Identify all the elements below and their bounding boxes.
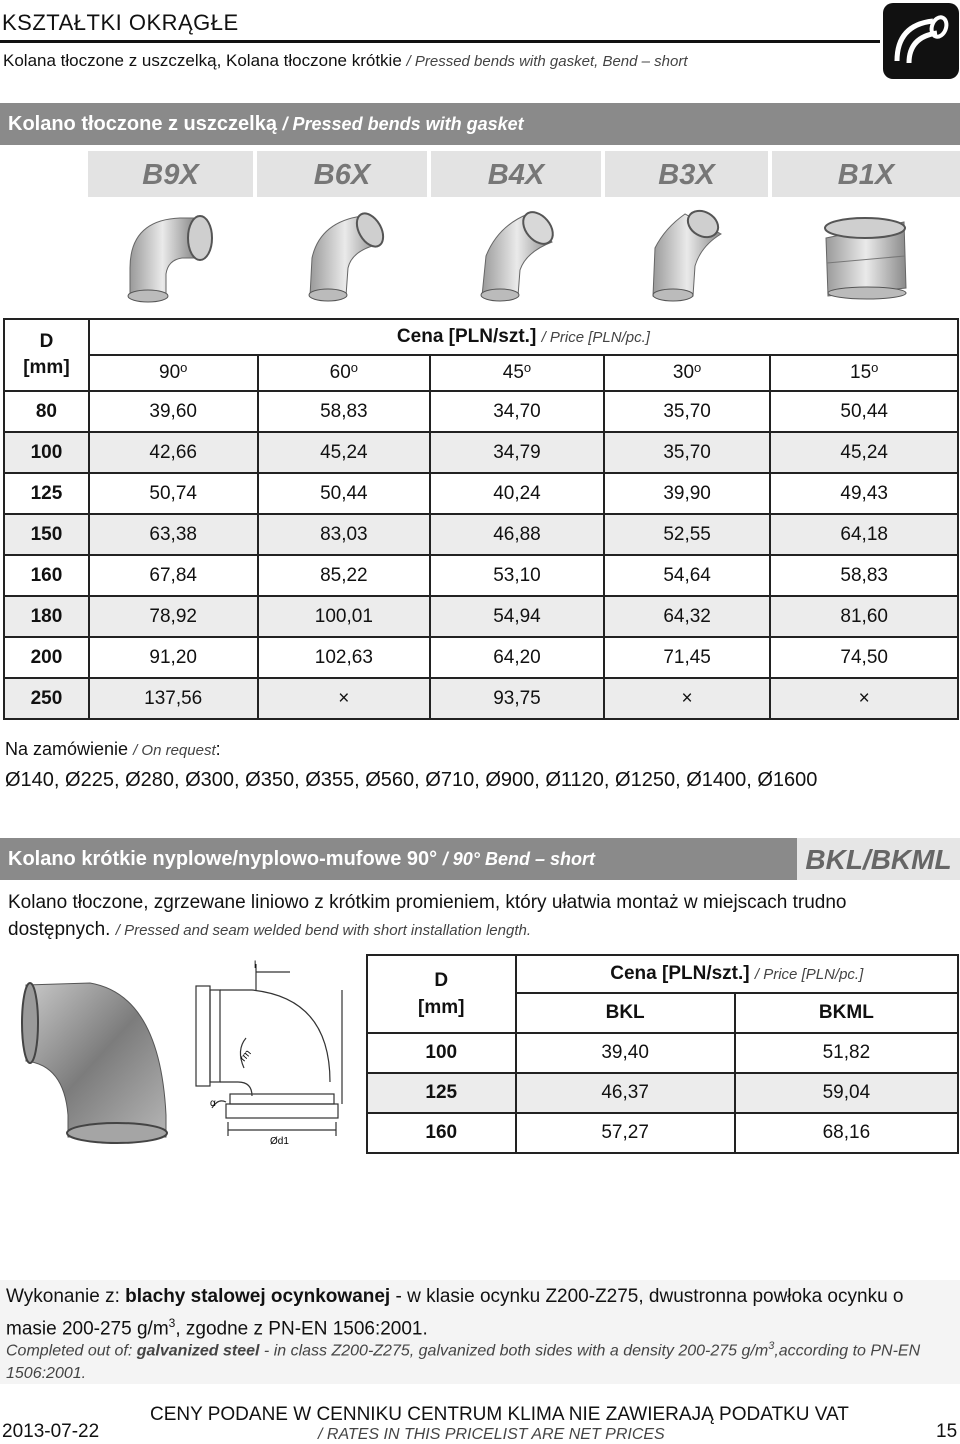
price-cell: 46,88 [430, 514, 604, 555]
price-cell: 45,24 [258, 432, 431, 473]
short-bend-price-table [366, 954, 959, 1154]
bend-45-image [472, 208, 562, 303]
subtitle-en: / Pressed bends with gasket, Bend – short [406, 53, 688, 70]
price-cell: 63,38 [89, 514, 258, 555]
section2-title-en: / 90° Bend – short [442, 849, 595, 869]
diameter-cell: 160 [367, 1113, 516, 1153]
price-cell: 40,24 [430, 473, 604, 514]
price-cell: 35,70 [604, 391, 771, 432]
angle-header-45: 45$^o$ [430, 355, 604, 391]
diameter-cell: 250 [4, 678, 89, 719]
price-cell: 51,82 [735, 1033, 958, 1073]
on-request-en: / On request [133, 742, 216, 759]
price-cell: 39,90 [604, 473, 771, 514]
price-cell: 137,56 [89, 678, 258, 719]
product-code-b9x: B9X [88, 151, 253, 197]
t2-price-header [516, 955, 958, 993]
table-row [4, 473, 958, 514]
price-cell: 54,94 [430, 596, 604, 637]
page-number: 15 [936, 1421, 958, 1442]
material-note-en: Completed out of: galvanized steel - in class Z200-Z275, galvanized both sides with a density 200-275 $g/m^3,according$ to PN-EN 1506:2001. [6, 1340, 921, 1383]
short-bend-technical-drawing [190, 958, 360, 1148]
price-cell: 45,24 [770, 432, 958, 473]
price-cell: 100,01 [258, 596, 431, 637]
price-cell: 34,70 [430, 391, 604, 432]
price-cell: 54,64 [604, 555, 771, 596]
on-request-colon: : [215, 739, 221, 759]
product-code-b6x: B6X [257, 151, 427, 197]
drawing-label-d1: Ød1 [270, 1136, 289, 1147]
on-request-pl: Na zamówienie [5, 739, 129, 759]
t2-col-bkl: BKL [516, 993, 735, 1033]
price-cell: 68,16 [735, 1113, 958, 1153]
table-row [4, 637, 958, 678]
product-code-b4x: B4X [431, 151, 601, 197]
t2-col-bkml: BKML [735, 993, 958, 1033]
t2-d-header [367, 955, 516, 1033]
d-unit: [mm] [23, 357, 70, 378]
product-code-bkl-bkml: BKL/BKML [797, 838, 960, 880]
price-cell: 102,63 [258, 637, 431, 678]
price-cell: 53,10 [430, 555, 604, 596]
price-header [89, 319, 958, 355]
d-header [4, 319, 89, 391]
section1-title-pl: Kolano tłoczone z uszczelką [8, 113, 277, 135]
price-cell: 58,83 [770, 555, 958, 596]
drawing-label-l: l [254, 960, 257, 971]
material-note-pl: Wykonanie z: blachy stalowej ocynkowanej - w klasie ocynku Z200-Z275, dwustronna powłoka ocynku o masie 200-275 $g/m^3$, zgodne z PN-EN 1506:2001. [6, 1286, 904, 1340]
section1-title-en: / Pressed bends with gasket [282, 114, 524, 134]
short-bend-photo [20, 965, 172, 1145]
page-title: KSZTAŁTKI OKRĄGŁE [2, 10, 239, 35]
subtitle-pl: Kolana tłoczone z uszczelką, Kolana tłoczone krótkie [3, 51, 402, 70]
t2-d-unit: [mm] [418, 997, 465, 1018]
table-row [367, 1113, 958, 1153]
bend-60-image [300, 208, 390, 303]
bend-15-image [818, 208, 913, 303]
price-cell: 58,83 [258, 391, 431, 432]
description-pl: Kolano tłoczone, zgrzewane liniowo z krótkim promieniem, który ułatwia montaż w miejscach trudno dostępnych. [8, 892, 847, 940]
section2-title-pl: Kolano krótkie nyplowe/nyplowo-mufowe 90° [8, 848, 438, 870]
on-request-diameters: Ø140, Ø225, Ø280, Ø300, Ø350, Ø355, Ø560, Ø710, Ø900, Ø1120, Ø1250, Ø1400, Ø1600 [5, 769, 818, 791]
price-cell: 74,50 [770, 637, 958, 678]
header-rule [0, 40, 880, 43]
diameter-cell: 100 [367, 1033, 516, 1073]
price-cell: 64,20 [430, 637, 604, 678]
price-cell: 39,40 [516, 1033, 735, 1073]
table-row [4, 432, 958, 473]
price-cell: 34,79 [430, 432, 604, 473]
angle-header-60: 60$^o$ [258, 355, 431, 391]
drawing-label-rm: rm [237, 1047, 254, 1064]
on-request-label [5, 739, 221, 760]
price-cell: 78,92 [89, 596, 258, 637]
price-cell: 50,74 [89, 473, 258, 514]
d-label: D [39, 331, 54, 352]
diameter-cell: 200 [4, 637, 89, 678]
table-row [4, 555, 958, 596]
price-cell: 52,55 [604, 514, 771, 555]
bend-30-image [645, 208, 730, 303]
diameter-cell: 180 [4, 596, 89, 637]
table-row [367, 1073, 958, 1113]
table-row [367, 1033, 958, 1073]
t2-price-en: / Price [PLN/pc.] [754, 966, 864, 983]
price-cell: 46,37 [516, 1073, 735, 1113]
t2-d-label: D [434, 970, 449, 991]
price-cell: × [770, 678, 958, 719]
price-cell: × [604, 678, 771, 719]
footer-date: 2013-07-22 [2, 1421, 100, 1442]
diameter-cell: 160 [4, 555, 89, 596]
table-row [4, 514, 958, 555]
angle-header-90: 90$^o$ [89, 355, 258, 391]
product-code-b3x: B3X [605, 151, 768, 197]
diameter-cell: 150 [4, 514, 89, 555]
price-cell: 50,44 [258, 473, 431, 514]
price-label-pl: Cena [PLN/szt.] [396, 326, 537, 347]
price-cell: 39,60 [89, 391, 258, 432]
page-subtitle [3, 51, 688, 71]
price-cell: × [258, 678, 431, 719]
section-title-short-bend [0, 838, 797, 880]
price-cell: 83,03 [258, 514, 431, 555]
diameter-cell: 125 [367, 1073, 516, 1113]
product-code-b1x: B1X [772, 151, 960, 197]
bend-logo-icon [883, 3, 959, 79]
price-cell: 35,70 [604, 432, 771, 473]
short-bend-description [8, 889, 928, 944]
table-row [4, 391, 958, 432]
section-title-pressed-bends [0, 103, 960, 145]
angle-header-15: 15$^o$ [770, 355, 958, 391]
price-cell: 64,32 [604, 596, 771, 637]
price-cell: 50,44 [770, 391, 958, 432]
description-en: / Pressed and seam welded bend with short installation length. [115, 922, 531, 939]
diameter-cell: 80 [4, 391, 89, 432]
price-cell: 81,60 [770, 596, 958, 637]
price-cell: 64,18 [770, 514, 958, 555]
table-row [4, 596, 958, 637]
price-cell: 67,84 [89, 555, 258, 596]
price-cell: 59,04 [735, 1073, 958, 1113]
table-row [4, 678, 958, 719]
price-label-en: / Price [PLN/pc.] [541, 329, 650, 346]
angle-header-30: 30$^o$ [604, 355, 771, 391]
price-cell: 71,45 [604, 637, 771, 678]
diameter-cell: 100 [4, 432, 89, 473]
price-cell: 93,75 [430, 678, 604, 719]
price-cell: 57,27 [516, 1113, 735, 1153]
footer-tax-note-en: / RATES IN THIS PRICELIST ARE NET PRICES [318, 1426, 665, 1443]
diameter-cell: 125 [4, 473, 89, 514]
bend-90-image [120, 208, 220, 303]
t2-price-pl: Cena [PLN/szt.] [610, 963, 750, 984]
price-cell: 49,43 [770, 473, 958, 514]
price-cell: 42,66 [89, 432, 258, 473]
drawing-label-alpha: α [210, 1098, 216, 1109]
footer-tax-note-pl: CENY PODANE W CENNIKU CENTRUM KLIMA NIE ZAWIERAJĄ PODATKU VAT [150, 1404, 849, 1425]
price-cell: 85,22 [258, 555, 431, 596]
pressed-bends-price-table [3, 318, 959, 720]
price-cell: 91,20 [89, 637, 258, 678]
